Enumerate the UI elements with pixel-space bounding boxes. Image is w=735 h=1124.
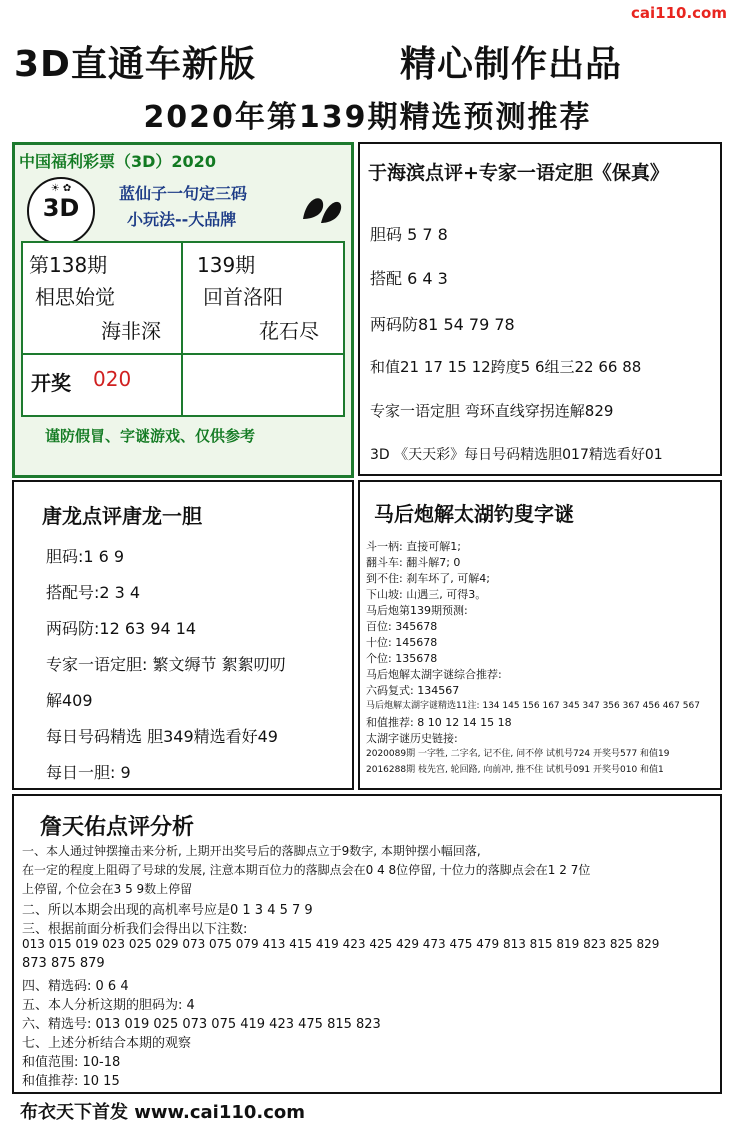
yu-line-3: 两码防81 54 79 78 [370,315,515,334]
panel-tang-title: 唐龙点评唐龙一胆 [42,504,202,528]
slogan-2: 小玩法--大品牌 [127,210,237,229]
next-issue: 139期 [197,253,256,277]
ma-line-15: 2016288期 枝先宫, 轮回路, 向前冲, 推不住 试机号091 开奖号010 和值1 [366,765,664,775]
zhan-line-5: 三、根据前面分析我们会得出以下注数: [22,922,248,937]
zhan-line-7: 873 875 879 [22,956,105,971]
draw-label: 开奖 [31,371,71,395]
panel-zhan [12,794,722,1094]
prev-line-1: 相思始觉 [35,285,115,309]
zhan-line-9: 五、本人分析这期的胆码为: 4 [22,998,195,1013]
prev-issue: 第138期 [29,253,108,277]
zhan-line-3: 上停留, 个位会在3 5 9数上停留 [22,882,193,896]
tang-line-3: 两码防:12 63 94 14 [46,619,197,638]
ma-line-8: 个位: 135678 [366,652,438,665]
ma-line-6: 百位: 345678 [366,620,438,633]
zhan-line-10: 六、精选号: 013 019 025 073 075 419 423 475 815 823 [22,1017,381,1032]
ma-line-1: 斗一柄: 直接可解1; [366,540,461,553]
ma-line-3: 到不住: 刹车坏了, 可解4; [366,572,490,585]
tang-line-5: 解409 [46,691,93,710]
zhan-line-11: 七、上述分析结合本期的观察 [22,1036,192,1051]
tang-line-1: 胆码:1 6 9 [46,547,125,566]
tang-line-6: 每日号码精选 胆349精选看好49 [46,727,278,746]
lottery-org: 中国福利彩票（3D）2020 [19,152,216,171]
ma-line-5: 马后炮第139期预测: [366,604,468,617]
ma-line-9: 马后炮解太湖字谜综合推荐: [366,668,502,681]
lottery-card [12,142,354,478]
right-title: 精心制作出品 [400,44,623,85]
zhan-line-8: 四、精选码: 0 6 4 [22,979,129,994]
ma-line-2: 翻斗车: 翻斗解7; 0 [366,556,461,569]
ma-line-12: 和值推荐: 8 10 12 14 15 18 [366,716,512,729]
yu-line-2: 搭配 6 4 3 [370,269,448,288]
notice: 谨防假冒、字谜游戏、仅供参考 [45,427,256,445]
3d-logo-icon: ☀ ✿ 3D [27,177,95,245]
zhan-line-6: 013 015 019 023 025 029 073 075 079 413 415 419 423 425 429 473 475 479 813 815 819 823 825 829 [22,937,660,951]
yu-line-4: 和值21 17 15 12跨度5 6组三22 66 88 [370,358,642,376]
ma-line-4: 下山坡: 山遇三, 可得3。 [366,588,487,601]
site-watermark: cai110.com [631,4,727,22]
panel-yu [358,142,722,476]
ma-line-13: 太湖字谜历史链接: [366,732,458,745]
panel-zhan-title: 詹天佑点评分析 [40,815,195,840]
ma-lines [366,538,718,778]
next-line-2: 花石尽 [259,319,319,343]
page-subtitle: 2020年第139期精选预测推荐 [143,100,592,135]
panel-tang [12,480,354,790]
logo-text: 3D [42,194,80,222]
zhan-line-12: 和值范围: 10-18 [22,1055,121,1070]
footer: 布衣天下首发 www.cai110.com [20,1102,306,1123]
yu-line-5: 专家一语定胆 弯环直线穿拐连解829 [370,402,614,420]
zhan-line-4: 二、所以本期会出现的高机率号应是0 1 3 4 5 7 9 [22,903,313,918]
issue-grid [21,241,345,417]
welfare-logo-icon [299,189,345,229]
ma-line-11: 马后炮解太湖字谜精选11注: 134 145 156 167 345 347 356 367 456 467 567 [366,701,700,711]
ma-line-7: 十位: 145678 [366,636,438,649]
yu-line-1: 胆码 5 7 8 [370,225,448,244]
zhan-lines [22,842,718,1089]
ma-line-14: 2020089期 一字牲, 二字名, 记不住, 问不停 试机号724 开奖号577 和值19 [366,749,670,759]
panel-ma [358,480,722,790]
tang-line-7: 每日一胆: 9 [46,763,131,782]
zhan-line-2: 在一定的程度上阻碍了号球的发展, 注意本期百位力的落脚点会在0 4 8位停留, 十位力的落脚点会在1 2 7位 [22,863,591,877]
ma-line-10: 六码复式: 134567 [366,684,460,697]
tang-line-2: 搭配号:2 3 4 [46,583,141,602]
tang-line-4: 专家一语定胆: 繁文缛节 絮絮叨叨 [46,655,286,674]
prev-line-2: 海非深 [101,319,161,343]
zhan-line-13: 和值推荐: 10 15 [22,1074,120,1089]
draw-value: 020 [93,367,132,391]
panel-ma-title: 马后炮解太湖钓叟字谜 [374,502,574,526]
yu-line-6: 3D 《天天彩》每日号码精选胆017精选看好01 [370,447,663,463]
next-line-1: 回首洛阳 [203,285,283,309]
zhan-line-1: 一、本人通过钟摆撞击来分析, 上期开出奖号后的落脚点立于9数字, 本期钟摆小幅回落, [22,844,481,858]
left-title: 3D直通车新版 [14,44,256,85]
slogan-1: 蓝仙子一句定三码 [119,184,248,203]
panel-yu-title: 于海滨点评+专家一语定胆《保真》 [368,162,669,184]
